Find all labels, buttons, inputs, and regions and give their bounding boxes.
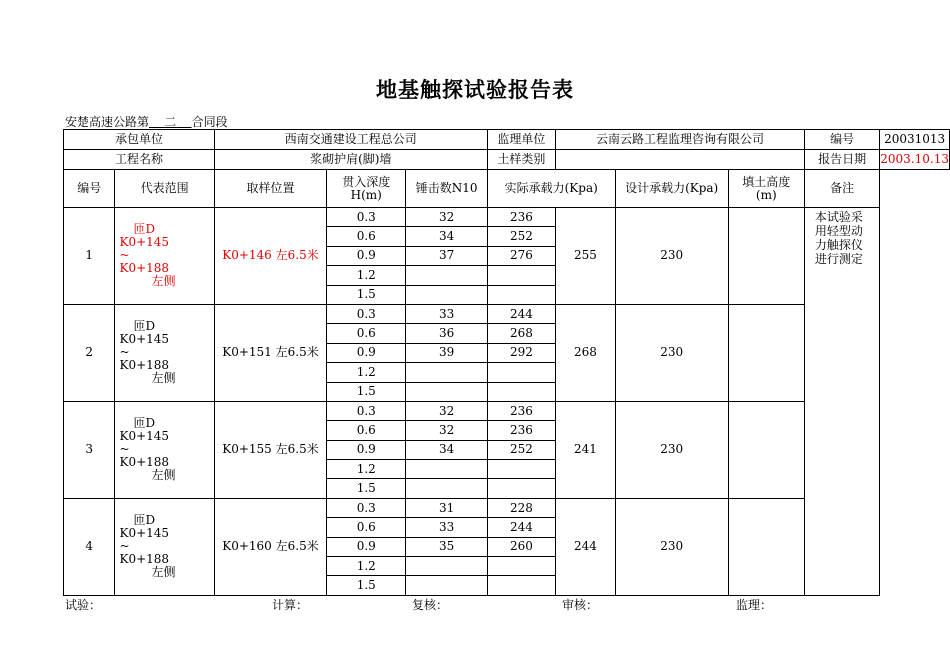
depth-cell: 0.6 bbox=[327, 518, 406, 537]
fill-height bbox=[728, 498, 804, 595]
col-position: 取样位置 bbox=[214, 170, 326, 208]
header-row-contractor bbox=[64, 130, 950, 150]
blows-cell: 37 bbox=[406, 246, 487, 265]
actual-cell: 276 bbox=[487, 246, 555, 265]
remark-line: 用轻型动 bbox=[814, 224, 863, 238]
depth-cell: 0.3 bbox=[327, 304, 406, 323]
contractor-label: 承包单位 bbox=[64, 130, 215, 150]
fill-height bbox=[728, 208, 804, 305]
group-number: 3 bbox=[64, 401, 115, 498]
depth-cell: 0.9 bbox=[327, 537, 406, 556]
column-header-row bbox=[64, 170, 950, 208]
col-fill: 填土高度 (m) bbox=[728, 170, 804, 208]
range-line: 匝D bbox=[133, 319, 156, 334]
footer-review: 复核： bbox=[412, 598, 449, 612]
actual-cell bbox=[487, 266, 555, 285]
range-cell bbox=[115, 498, 214, 595]
range-line: 匝D bbox=[133, 513, 156, 528]
range-line: K0+145 bbox=[119, 429, 170, 444]
actual-cell: 252 bbox=[487, 227, 555, 246]
range-line: ~ bbox=[119, 345, 130, 360]
section-prefix: 安楚高速公路第 bbox=[65, 115, 150, 129]
report-table bbox=[63, 129, 950, 596]
design-capacity: 230 bbox=[615, 208, 728, 305]
blows-cell bbox=[406, 557, 487, 576]
range-line: 左侧 bbox=[151, 371, 176, 386]
footer-calc: 计算： bbox=[272, 598, 309, 612]
blows-cell: 36 bbox=[406, 324, 487, 343]
project-label: 工程名称 bbox=[64, 150, 215, 170]
section-suffix: 合同段 bbox=[191, 115, 228, 129]
section-line bbox=[65, 113, 228, 130]
depth-cell: 1.2 bbox=[327, 266, 406, 285]
contractor-value: 西南交通建设工程总公司 bbox=[214, 130, 487, 150]
col-no: 编号 bbox=[64, 170, 115, 208]
report-title: 地基触探试验报告表 bbox=[376, 78, 574, 102]
actual-average: 255 bbox=[556, 208, 616, 305]
actual-cell bbox=[487, 382, 555, 401]
footer-audit: 审核： bbox=[562, 598, 599, 612]
range-line: 左侧 bbox=[151, 468, 176, 483]
actual-cell bbox=[487, 460, 555, 479]
actual-cell: 236 bbox=[487, 421, 555, 440]
range-line: ~ bbox=[119, 539, 130, 554]
fill-height bbox=[728, 401, 804, 498]
blows-cell bbox=[406, 285, 487, 304]
range-line: ~ bbox=[119, 442, 130, 457]
col-blows: 锤击数N10 bbox=[406, 170, 487, 208]
range-line: 左侧 bbox=[151, 274, 176, 289]
depth-cell: 1.2 bbox=[327, 363, 406, 382]
group-number: 1 bbox=[64, 208, 115, 305]
sample-position: K0+151 左6.5米 bbox=[214, 304, 326, 401]
blows-cell bbox=[406, 576, 487, 595]
blows-cell bbox=[406, 479, 487, 498]
range-line: ~ bbox=[119, 248, 130, 263]
depth-cell: 0.6 bbox=[327, 324, 406, 343]
actual-cell bbox=[487, 576, 555, 595]
project-value: 浆砌护肩(脚)墙 bbox=[214, 150, 487, 170]
actual-average: 268 bbox=[556, 304, 616, 401]
depth-cell: 1.5 bbox=[327, 285, 406, 304]
fill-height bbox=[728, 304, 804, 401]
design-capacity: 230 bbox=[615, 498, 728, 595]
sample-position: K0+160 左6.5米 bbox=[214, 498, 326, 595]
actual-cell: 260 bbox=[487, 537, 555, 556]
col-actual: 实际承载力(Kpa) bbox=[487, 170, 615, 208]
footer-supervise: 监理： bbox=[736, 598, 773, 612]
range-line: 左侧 bbox=[151, 565, 176, 580]
range-line: K0+188 bbox=[119, 455, 170, 470]
col-depth: 贯入深度 H(m) bbox=[327, 170, 406, 208]
section-number: 二 bbox=[164, 115, 177, 129]
actual-cell bbox=[487, 557, 555, 576]
depth-cell: 0.3 bbox=[327, 208, 406, 227]
supervisor-value: 云南云路工程监理咨询有限公司 bbox=[556, 130, 805, 150]
remarks-cell bbox=[804, 208, 879, 596]
soil-value bbox=[556, 150, 805, 170]
blows-cell bbox=[406, 363, 487, 382]
design-capacity: 230 bbox=[615, 401, 728, 498]
remark-line: 进行测定 bbox=[814, 252, 863, 266]
col-range: 代表范围 bbox=[115, 170, 214, 208]
range-line: K0+188 bbox=[119, 552, 170, 567]
date-label: 报告日期 bbox=[804, 150, 879, 170]
depth-cell: 1.5 bbox=[327, 382, 406, 401]
date-value: 2003.10.13 bbox=[880, 150, 950, 170]
col-design: 设计承载力(Kpa) bbox=[615, 170, 728, 208]
actual-cell bbox=[487, 363, 555, 382]
actual-cell: 268 bbox=[487, 324, 555, 343]
depth-cell: 1.2 bbox=[327, 460, 406, 479]
range-cell bbox=[115, 208, 214, 305]
blows-cell: 33 bbox=[406, 304, 487, 323]
range-line: K0+188 bbox=[119, 261, 170, 276]
depth-cell: 0.6 bbox=[327, 227, 406, 246]
footer-test: 试验： bbox=[65, 598, 102, 612]
depth-cell: 0.9 bbox=[327, 343, 406, 362]
supervisor-label: 监理单位 bbox=[487, 130, 555, 150]
blows-cell: 33 bbox=[406, 518, 487, 537]
remark-line: 本试验采 bbox=[814, 210, 863, 224]
remark-line: 力触探仪 bbox=[814, 238, 863, 252]
actual-cell: 292 bbox=[487, 343, 555, 362]
depth-cell: 1.2 bbox=[327, 557, 406, 576]
group-number: 4 bbox=[64, 498, 115, 595]
header-row-project bbox=[64, 150, 950, 170]
depth-cell: 0.6 bbox=[327, 421, 406, 440]
depth-cell: 0.9 bbox=[327, 246, 406, 265]
actual-cell: 228 bbox=[487, 498, 555, 517]
blows-cell: 32 bbox=[406, 421, 487, 440]
range-cell bbox=[115, 401, 214, 498]
depth-cell: 1.5 bbox=[327, 576, 406, 595]
actual-average: 241 bbox=[556, 401, 616, 498]
actual-cell: 236 bbox=[487, 401, 555, 420]
design-capacity: 230 bbox=[615, 304, 728, 401]
range-line: K0+145 bbox=[119, 526, 170, 541]
blows-cell: 32 bbox=[406, 208, 487, 227]
actual-cell: 244 bbox=[487, 518, 555, 537]
blows-cell bbox=[406, 382, 487, 401]
actual-average: 244 bbox=[556, 498, 616, 595]
sample-position: K0+155 左6.5米 bbox=[214, 401, 326, 498]
actual-cell: 252 bbox=[487, 440, 555, 459]
blows-cell: 31 bbox=[406, 498, 487, 517]
range-line: K0+145 bbox=[119, 332, 170, 347]
blows-cell: 34 bbox=[406, 440, 487, 459]
table-row bbox=[64, 208, 950, 227]
range-line: 匝D bbox=[133, 222, 156, 237]
range-line: K0+145 bbox=[119, 235, 170, 250]
depth-cell: 0.3 bbox=[327, 401, 406, 420]
blows-cell: 32 bbox=[406, 401, 487, 420]
depth-cell: 0.3 bbox=[327, 498, 406, 517]
blows-cell bbox=[406, 266, 487, 285]
range-line: 匝D bbox=[133, 416, 156, 431]
sample-position: K0+146 左6.5米 bbox=[214, 208, 326, 305]
depth-cell: 1.5 bbox=[327, 479, 406, 498]
soil-label: 土样类别 bbox=[487, 150, 555, 170]
code-value: 20031013 bbox=[880, 130, 950, 150]
group-number: 2 bbox=[64, 304, 115, 401]
depth-cell: 0.9 bbox=[327, 440, 406, 459]
code-label: 编号 bbox=[804, 130, 879, 150]
range-cell bbox=[115, 304, 214, 401]
actual-cell bbox=[487, 285, 555, 304]
range-line: K0+188 bbox=[119, 358, 170, 373]
actual-cell: 236 bbox=[487, 208, 555, 227]
blows-cell: 39 bbox=[406, 343, 487, 362]
blows-cell: 34 bbox=[406, 227, 487, 246]
blows-cell bbox=[406, 460, 487, 479]
actual-cell bbox=[487, 479, 555, 498]
blows-cell: 35 bbox=[406, 537, 487, 556]
col-remarks: 备注 bbox=[804, 170, 879, 208]
actual-cell: 244 bbox=[487, 304, 555, 323]
